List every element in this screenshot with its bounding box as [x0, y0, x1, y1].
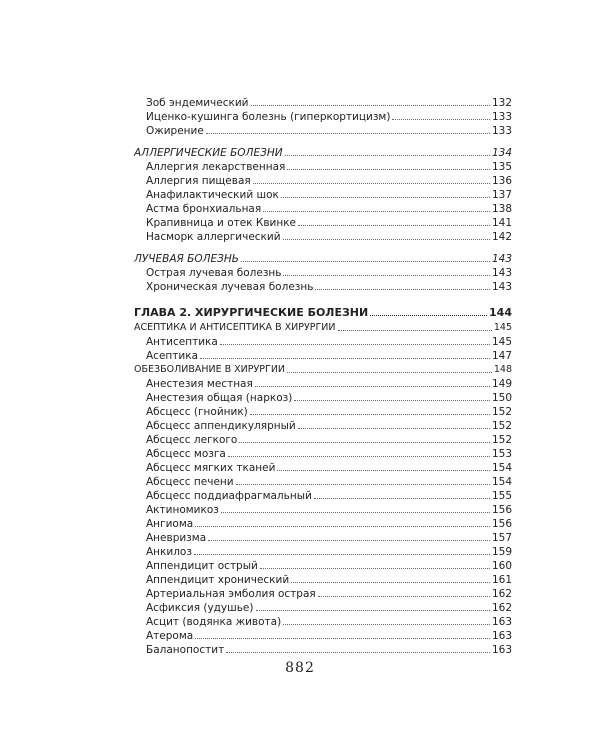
- toc-entry: [134, 432, 512, 446]
- entry-title: Абсцесс (гнойник): [146, 406, 248, 418]
- dot-leader: [298, 428, 490, 429]
- dot-leader: [392, 119, 490, 120]
- toc-entry: [134, 418, 512, 432]
- entry-page: 160: [491, 560, 512, 572]
- toc-entry: [134, 123, 512, 137]
- entry-page: 156: [491, 518, 512, 530]
- toc-section-heading: [134, 320, 512, 334]
- entry-title: Асцит (водянка живота): [146, 616, 282, 628]
- entry-page: 138: [491, 203, 512, 215]
- entry-title: Аппендицит хронический: [146, 574, 290, 586]
- toc-entry: [134, 229, 512, 243]
- dot-leader: [226, 652, 490, 653]
- entry-page: 132: [491, 97, 512, 109]
- toc-entry: [134, 334, 512, 348]
- entry-page: 155: [491, 490, 512, 502]
- dot-leader: [314, 498, 490, 499]
- entry-page: 133: [491, 125, 512, 137]
- dot-leader: [251, 105, 490, 106]
- entry-page: 137: [491, 189, 512, 201]
- entry-title: Абсцесс легкого: [146, 434, 238, 446]
- entry-page: 135: [491, 161, 512, 173]
- entry-page: 145: [491, 336, 512, 348]
- toc-section-heading: [134, 145, 512, 159]
- entry-title: Аллергия пищевая: [146, 175, 251, 187]
- entry-page: 159: [491, 546, 512, 558]
- entry-page: 133: [491, 111, 512, 123]
- entry-title: Астма бронхиальная: [146, 203, 262, 215]
- dot-leader: [287, 169, 490, 170]
- entry-title: Аппендицит острый: [146, 560, 258, 572]
- dot-leader: [256, 610, 490, 611]
- dot-leader: [283, 624, 490, 625]
- entry-page: 157: [491, 532, 512, 544]
- entry-page: 141: [491, 217, 512, 229]
- dot-leader: [291, 582, 490, 583]
- dot-leader: [298, 225, 490, 226]
- toc-entry: [134, 530, 512, 544]
- toc-entry: [134, 474, 512, 488]
- dot-leader: [194, 554, 490, 555]
- entry-page: 134: [491, 147, 512, 159]
- toc-section-heading: [134, 251, 512, 265]
- toc-entry: [134, 404, 512, 418]
- dot-leader: [239, 442, 490, 443]
- toc-entry: [134, 159, 512, 173]
- toc-chapter-heading: [134, 305, 512, 319]
- entry-title: Аневризма: [146, 532, 207, 544]
- entry-title: Асептика: [146, 350, 198, 362]
- entry-title: Анестезия общая (наркоз): [146, 392, 293, 404]
- entry-title: Абсцесс аппендикулярный: [146, 420, 296, 432]
- dot-leader: [370, 315, 487, 316]
- entry-page: 142: [491, 231, 512, 243]
- entry-title: АСЕПТИКА И АНТИСЕПТИКА В ХИРУРГИИ: [134, 322, 336, 333]
- toc-entry: [134, 614, 512, 628]
- entry-title: Анафилактический шок: [146, 189, 279, 201]
- entry-title: Абсцесс мозга: [146, 448, 226, 460]
- dot-leader: [220, 344, 490, 345]
- entry-page: 149: [491, 378, 512, 390]
- entry-page: 162: [491, 588, 512, 600]
- toc-entry: [134, 516, 512, 530]
- entry-title: Абсцесс поддиафрагмальный: [146, 490, 312, 502]
- toc-entry: [134, 376, 512, 390]
- toc-entry: [134, 544, 512, 558]
- entry-page: 144: [489, 306, 512, 319]
- toc-entry: [134, 460, 512, 474]
- toc-entry: [134, 201, 512, 215]
- entry-title: ГЛАВА 2. ХИРУРГИЧЕСКИЕ БОЛЕЗНИ: [134, 306, 369, 319]
- toc-entry: [134, 572, 512, 586]
- entry-title: Баланопостит: [146, 644, 225, 656]
- dot-leader: [241, 261, 490, 262]
- entry-title: Насморк аллергический: [146, 231, 281, 243]
- dot-leader: [260, 568, 490, 569]
- toc-entry: [134, 642, 512, 656]
- dot-leader: [338, 330, 492, 331]
- entry-page: 152: [491, 420, 512, 432]
- toc-entry: [134, 446, 512, 460]
- entry-title: Асфиксия (удушье): [146, 602, 254, 614]
- entry-page: 154: [491, 462, 512, 474]
- entry-title: Острая лучевая болезнь: [146, 267, 282, 279]
- dot-leader: [253, 183, 490, 184]
- entry-title: Анестезия местная: [146, 378, 253, 390]
- entry-page: 147: [491, 350, 512, 362]
- toc-entry: [134, 187, 512, 201]
- entry-page: 148: [493, 364, 512, 375]
- entry-title: Абсцесс мягких тканей: [146, 462, 276, 474]
- entry-title: Ангиома: [146, 518, 194, 530]
- toc-entry: [134, 628, 512, 642]
- entry-page: 161: [491, 574, 512, 586]
- dot-leader: [287, 372, 492, 373]
- dot-leader: [195, 526, 490, 527]
- entry-page: 163: [491, 630, 512, 642]
- toc-entry: [134, 265, 512, 279]
- entry-page: 156: [491, 504, 512, 516]
- dot-leader: [294, 400, 490, 401]
- dot-leader: [318, 596, 490, 597]
- dot-leader: [221, 512, 490, 513]
- entry-title: Ожирение: [146, 125, 204, 137]
- dot-leader: [285, 155, 490, 156]
- entry-title: Антисептика: [146, 336, 218, 348]
- dot-leader: [255, 386, 490, 387]
- entry-title: ОБЕЗБОЛИВАНИЕ В ХИРУРГИИ: [134, 364, 286, 375]
- entry-page: 143: [491, 267, 512, 279]
- entry-title: АЛЛЕРГИЧЕСКИЕ БОЛЕЗНИ: [134, 147, 283, 159]
- entry-page: 136: [491, 175, 512, 187]
- entry-title: Артериальная эмболия острая: [146, 588, 316, 600]
- toc-entry: [134, 348, 512, 362]
- dot-leader: [206, 133, 490, 134]
- toc-entry: [134, 390, 512, 404]
- entry-page: 150: [491, 392, 512, 404]
- toc-entry: [134, 502, 512, 516]
- entry-page: 154: [491, 476, 512, 488]
- toc-entry: [134, 279, 512, 293]
- entry-title: Атерома: [146, 630, 194, 642]
- entry-page: 143: [491, 281, 512, 293]
- dot-leader: [236, 484, 490, 485]
- entry-title: Иценко-кушинга болезнь (гиперкортицизм): [146, 111, 391, 123]
- dot-leader: [283, 275, 489, 276]
- dot-leader: [281, 197, 490, 198]
- dot-leader: [228, 456, 490, 457]
- dot-leader: [200, 358, 490, 359]
- entry-title: Крапивница и отек Квинке: [146, 217, 297, 229]
- entry-page: 162: [491, 602, 512, 614]
- toc-entry: [134, 488, 512, 502]
- entry-title: ЛУЧЕВАЯ БОЛЕЗНЬ: [134, 253, 239, 265]
- page-number: 882: [285, 660, 315, 676]
- toc-section-heading: [134, 362, 512, 376]
- toc-entry: [134, 586, 512, 600]
- toc-entry: [134, 558, 512, 572]
- entry-title: Абсцесс печени: [146, 476, 234, 488]
- entry-page: 153: [491, 448, 512, 460]
- entry-title: Хроническая лучевая болезнь: [146, 281, 314, 293]
- entry-page: 152: [491, 406, 512, 418]
- dot-leader: [195, 638, 490, 639]
- dot-leader: [250, 414, 490, 415]
- toc-entry: [134, 173, 512, 187]
- toc-entry: [134, 600, 512, 614]
- toc-entry: [134, 95, 512, 109]
- entry-title: Зоб эндемический: [146, 97, 249, 109]
- dot-leader: [277, 470, 490, 471]
- entry-page: 163: [491, 616, 512, 628]
- entry-title: Анкилоз: [146, 546, 192, 558]
- dot-leader: [208, 540, 490, 541]
- toc-entry: [134, 215, 512, 229]
- toc-entry: [134, 109, 512, 123]
- entry-page: 152: [491, 434, 512, 446]
- dot-leader: [283, 239, 490, 240]
- entry-page: 143: [491, 253, 512, 265]
- entry-page: 145: [493, 322, 512, 333]
- entry-title: Аллергия лекарственная: [146, 161, 286, 173]
- dot-leader: [263, 211, 490, 212]
- dot-leader: [315, 289, 490, 290]
- entry-page: 163: [491, 644, 512, 656]
- entry-title: Актиномикоз: [146, 504, 219, 516]
